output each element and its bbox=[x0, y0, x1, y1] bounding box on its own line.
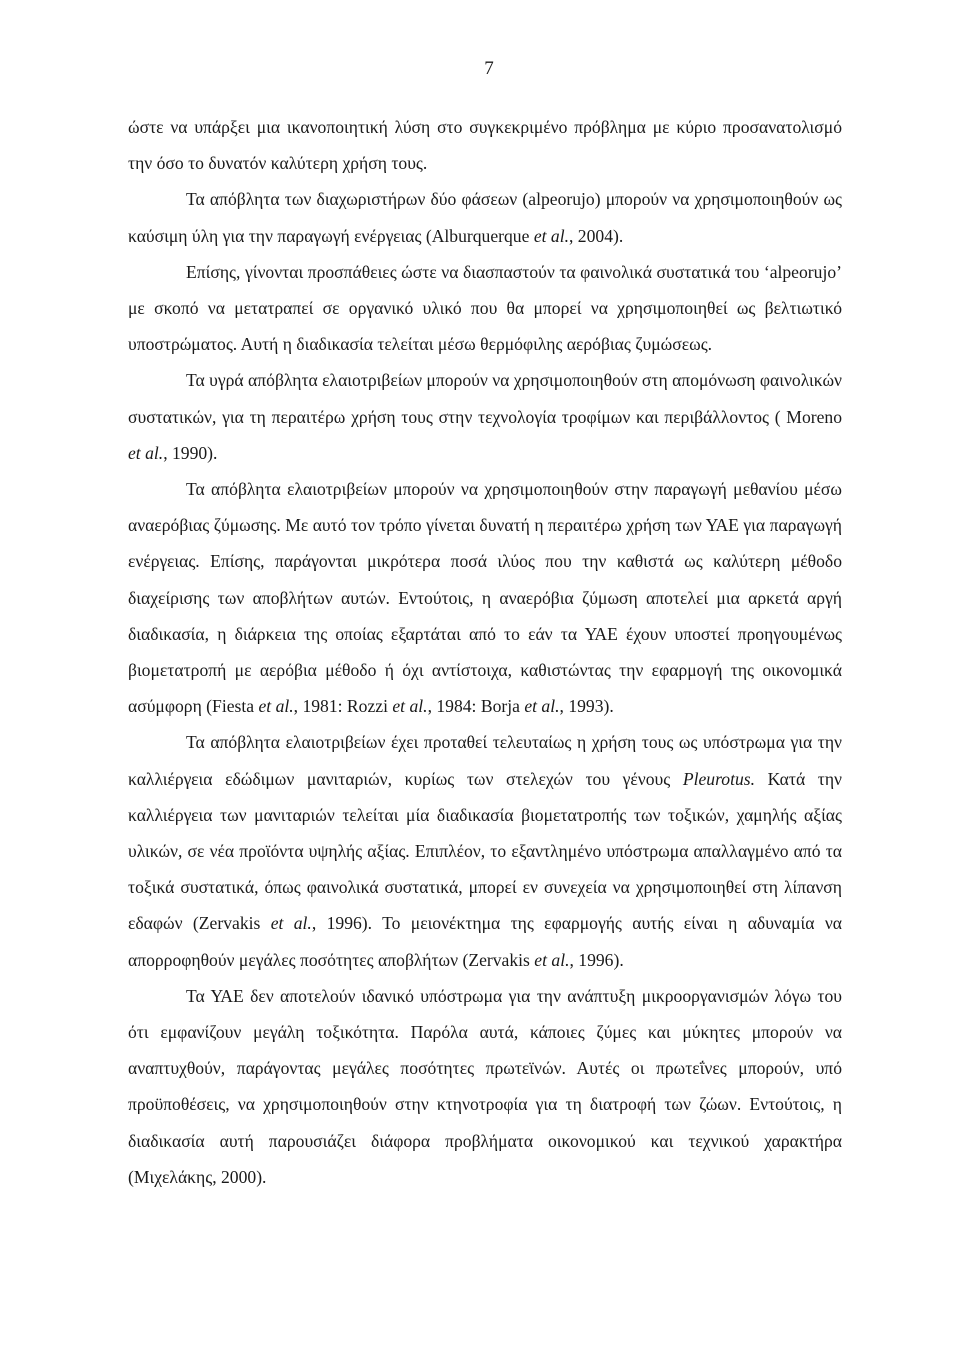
text-run: Τα απόβλητα ελαιοτριβείων έχει προταθεί τελευταίως η χρήση τους ως υπόστρωμα για την καλλιέργεια εδώδιμων μανιταριών, κυρίως των στελεχών του γένους bbox=[128, 732, 842, 789]
paragraph bbox=[128, 254, 842, 363]
text-run: Τα απόβλητα των διαχωριστήρων δύο φάσεων (alpeorujo) μπορούν να χρησιμοποιηθούν ως καύσιμη ύλη για την παραγωγή ενέργειας (Alburquerque bbox=[128, 189, 842, 246]
body-text bbox=[128, 109, 842, 1195]
italic-text: et al. bbox=[533, 225, 569, 246]
text-run: , 1984: Borja bbox=[427, 696, 525, 717]
text-run: , 1990). bbox=[163, 442, 218, 463]
text-run: , 1996). Το μειονέκτημα της εφαρμογής αυτής είναι η αδυναμία να απορροφηθούν μεγάλες ποσότητες αποβλήτων (Zervakis bbox=[128, 913, 842, 970]
paragraph bbox=[128, 471, 842, 724]
text-run: ώστε να υπάρξει μια ικανοποιητική λύση στο συγκεκριμένο πρόβλημα με κύριο προσανατολισμό την όσο το δυνατόν καλύτερη χρήση τους. bbox=[128, 117, 842, 174]
text-run: , 1993). bbox=[559, 696, 614, 717]
text-run: Τα ΥΑΕ δεν αποτελούν ιδανικό υπόστρωμα για την ανάπτυξη μικροοργανισμών λόγω του ότι εμφανίζουν μεγάλη τοξικότητα. Παρόλα αυτά, κάποιες ζύμες και μύκητες μπορούν να αναπτυχθούν, παράγοντας μεγάλες ποσότητες πρωτεϊνών. Αυτές οι πρωτεΐνες μπορούν, υπό προϋποθέσεις, να χρησιμοποιηθούν στην κτηνοτροφία για τη διατροφή των ζώων. Εντούτοις, η διαδικασία αυτή παρουσιάζει διάφορα προβλήματα οικονομικού και τεχνικού χαρακτήρα (Μιχελάκης, 2000). bbox=[128, 985, 842, 1187]
text-run: , 1996). bbox=[569, 949, 624, 970]
page-number: 7 bbox=[484, 58, 494, 79]
italic-text: et al. bbox=[534, 949, 570, 970]
text-run: Τα απόβλητα ελαιοτριβείων μπορούν να χρησιμοποιηθούν στην παραγωγή μεθανίου μέσω αναερόβιας ζύμωσης. Με αυτό τον τρόπο γίνεται δυνατή η περαιτέρω χρήση των ΥΑΕ για παραγωγή ενέργειας. Επίσης, παράγονται μικρότερα ποσά ιλύος που την καθιστά ως καλύτερη μέθοδο διαχείρισης των αποβλήτων αυτών. Εντούτοις, η αναερόβια ζύμωση αποτελεί μια αρκετά αργή διαδικασία, η διάρκεια της οποίας εξαρτάται από το εάν τα ΥΑΕ έχουν υποστεί προηγουμένως βιομετατροπή με αερόβια μέθοδο ή όχι αντίστοιχα, καθιστώντας την εφαρμογή της οικονομικά ασύμφορη (Fiesta bbox=[128, 479, 842, 717]
text-run: Επίσης, γίνονται προσπάθειες ώστε να διασπαστούν τα φαινολικά συστατικά του ‘alpeorujo’ με σκοπό να μετατραπεί σε οργανικό υλικό που θα μπορεί να χρησιμοποιηθεί ως βελτιωτικό υποστρώματος. Αυτή η διαδικασία τελείται μέσω θερμόφιλης αερόβιας ζυμώσεως. bbox=[128, 261, 842, 355]
italic-text: et al. bbox=[128, 442, 164, 463]
paragraph bbox=[128, 109, 842, 181]
paragraph bbox=[128, 724, 842, 977]
paragraph bbox=[128, 362, 842, 471]
italic-text: Pleurotus. bbox=[682, 768, 756, 789]
text-run: Κατά την καλλιέργεια των μανιταριών τελείται μία διαδικασία βιομετατροπής των τοξικών, χαμηλής αξίας υλικών, σε νέα προϊόντα υψηλής αξίας. Επιπλέον, το εξαντλημένο υπόστρωμα απαλλαγμένο από τα τοξικά συστατικά, όπως φαινολικά συστατικά, μπορεί εν συνεχεία να χρησιμοποιηθεί στη λίπανση εδαφών (Zervakis bbox=[128, 768, 842, 934]
text-run: , 1981: Rozzi bbox=[293, 696, 393, 717]
italic-text: et al. bbox=[270, 913, 312, 934]
text-run: Τα υγρά απόβλητα ελαιοτριβείων μπορούν να χρησιμοποιηθούν στη απομόνωση φαινολικών συστατικών, για τη περαιτέρω χρήση τους στην τεχνολογία τροφίμων και περιβάλλοντος ( Moreno bbox=[128, 370, 842, 427]
italic-text: et al. bbox=[524, 696, 560, 717]
italic-text: et al. bbox=[258, 696, 294, 717]
italic-text: et al. bbox=[392, 696, 428, 717]
paragraph bbox=[128, 181, 842, 253]
paragraph bbox=[128, 978, 842, 1195]
text-run: , 2004). bbox=[569, 225, 624, 246]
